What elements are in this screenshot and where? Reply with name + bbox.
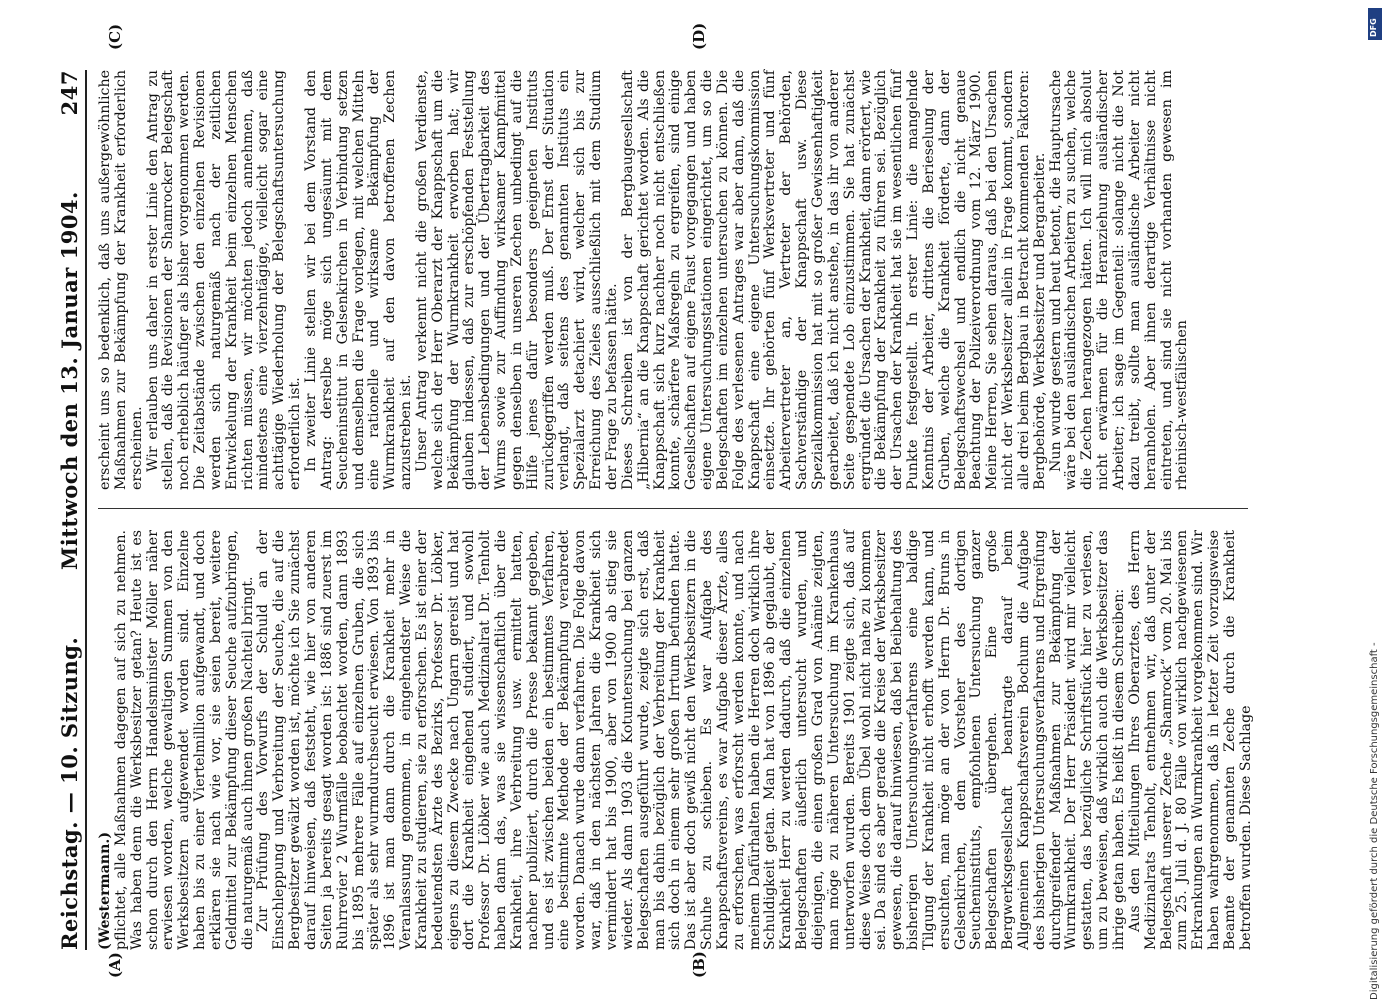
paragraph: Zur Prüfung des Vorwurfs der Schuld an der Einschleppung und Verbreitung der Seuche, die auf die Bergbesitzer gewälzt worden ist, möchte ich Sie zunächst darauf hinweisen, daß feststeht, wie hier von anderen Seiten ja bereits gesagt worden ist: 1886 sind zuerst im Ruhrrevier 2 Wurmfälle beobachtet worden, dann 1893 bis 1895 mehrere Fälle auf einzelnen Gruben, die sich später als sehr wurmdurchseucht erwiesen. Von 1893 bis 1896 ist man dann durch die Krankheit mehr in Veranlassung genommen, in eingehendster Weise die Krankheit zu studieren, sie zu erforschen. Es ist einer der bedeutendsten Ärzte des Bezirks, Professor Dr. Löbker, eigens zu diesem Zwecke nach Ungarn gereist und hat dort die Krankheit eingehend studiert, und sowohl Professor Dr. Löbker wie auch Medizinalrat Dr. Tenholt haben dann das, was sie wissenschaftlich über die Krankheit, ihre Verbreitung usw. ermittelt hatten, nachher publiziert, durch die Presse bekannt gegeben, und es ist zwischen beiden ein bestimmtes Verfahren, eine bestimmte Methode der Bekämpfung verabredet worden. Danach wurde dann verfahren. Die Folge davon war, daß in den nächsten Jahren die Krankheit sich vermindert hat bis 1900, aber von 1900 ab stieg sie wieder. Als dann 1903 die Kotuntersuchung bei ganzen Belegschaften ausgeführt wurde, zeigte sich erst, daß man bis dahin bezüglich der Verbreitung der Krankheit sich doch in einem sehr großen Irrtum befunden hatte. Das ist aber doch gewiß nicht den Werksbesitzern in die Schuhe zu schieben. Es war Aufgabe des Knappschaftsvereins, es war Aufgabe dieser Ärzte, alles zu erforschen, was erforscht werden konnte, und nach meinem Dafürhalten haben die Herren doch wirklich ihre Schuldigkeit getan. Man hat von 1896 ab geglaubt, der Krankheit Herr zu werden dadurch, daß die einzelnen Belegschaften äußerlich untersucht wurden, und diejenigen, die einen großen Grad von Anämie zeigten, man möge zu näheren Untersuchung im Krankenhaus unterworfen wurden. Bereits 1901 zeigte sich, daß auf diese Weise doch dem Übel wohl nicht nahe zu kommen sei. Da sind es aber gerade die Kreise der Werksbesitzer gewesen, die darauf hinwiesen, daß bei Beibehaltung des bisherigen Untersuchungsverfahrens eine baldige Tilgung der Krankheit nicht erhofft werden kann, und ersuchten, man möge an der von Herrn Dr. Bruns in Gelsenkirchen, dem Vorsteher des dortigen Seucheninstituts, empfohlenen Untersuchung ganzer Belegschaften übergehen. Eine große Bergwerksgesellschaft beantragte darauf beim Allgemeinen Knappschaftsverein Bochum die Aufgabe des bisherigen Untersuchungsverfahrens und Ergreifung durchgreifender Maßnahmen zur Bekämpfung der Wurmkrankheit. Der Herr Präsident wird mir vielleicht gestatten, das bezügliche Schriftstück hier zu verlesen, um zu beweisen, daß wirklich auch die Werksbesitzer das ihrige getan haben. Es heißt in diesem Schreiben:: [255, 530, 1127, 950]
margin-marker-c: (C): [106, 23, 124, 50]
left-column: [98, 530, 1255, 950]
header-date: Mittwoch den 13. Januar 1904.: [57, 191, 82, 570]
margin-marker-d: (D): [690, 22, 708, 50]
margin-marker-b: (B): [690, 951, 708, 978]
paragraph: pflichtet, alle Maßnahmen dagegen auf sich zu nehmen. Was haben denn die Werksbesitzer getan? Heute ist es schon durch den Herrn Handelsminister Möller näher erwiesen worden, welche gewaltigen Summen von den Werksbesitzern aufgewendet worden sind. Einzelne haben bis zu einer Viertelmillion aufgewandt, und doch erklären sie nach wie vor, sie seien bereit, weitere Geldmittel zur Bekämpfung dieser Seuche aufzubringen, die naturgemäß auch ihnen großen Nachteil bringt.: [112, 530, 256, 950]
column-divider: [98, 508, 1248, 509]
paragraph: Dieses Schreiben ist von der Bergbaugesellschaft „Hibernia“ an die Knappschaft gerichtet worden. Als die Knappschaft sich kurz nachher noch nicht entschließen konnte, schärfere Maßregeln zu ergreifen, sind einige Gesellschaften auf eigene Faust vorgegangen und haben eigene Untersuchungsstationen eingerichtet, um so die Belegschaften im einzelnen untersuchen zu können. Die Folge des verlesenen Antrages war aber dann, daß die Knappschaft eine eigene Untersuchungskommission einsetzte. Ihr gehörten fünf Werksvertreter und fünf Arbeitervertreter an, Vertreter der Behörden, Sachverständige der Knappschaft usw. Diese Spezialkommission hat mit so großer Gewissenhaftigkeit gearbeitet, daß ich nicht anstehe, in das ihr von anderer Seite gespendete Lob einzustimmen. Sie hat zunächst ergründet die Ursachen der Krankheit, dann erörtert, wie die Bekämpfung der Krankheit zu führen sei. Bezüglich der Ursachen der Krankheit hat sie im wesentlichen fünf Punkte festgestellt. In erster Linie: die mangelnde Kenntnis der Arbeiter, drittens die Berieselung der Gruben, welche die Krankheit förderte, dann der Belegschaftswechsel und endlich die nicht genaue Beachtung der Polizeiverordnung vom 12. März 1900. Meine Herren, Sie sehen daraus, daß bei den Ursachen nicht der Werksbesitzer allein in Frage kommt, sondern alle drei beim Bergbau in Betracht kommenden Faktoren: Bergbehörde, Werksbesitzer und Bergarbeiter.: [619, 70, 1048, 490]
margin-marker-a: (A): [106, 952, 124, 978]
paragraph: Nun wurde gestern und heut betont, die Hauptursache wäre bei den ausländischen Arbeitern zu suchen, welche die Zechen herangezogen hätten. Ich will mich absolut nicht erwärmen für die Heranziehung ausländischer Arbeiter; ich sage im Gegenteil: solange nicht die Not dazu treibt, sollte man ausländische Arbeiter nicht heranholen. Aber ihnen derartige Verhältnisse nicht eintreten, und sind sie nicht vorhanden gewesen im rheinisch-westfälischen: [1047, 70, 1191, 490]
paragraph: Aus den Mitteilungen Ihres Oberarztes, des Herrn Medizinalrats Tenholt, entnehmen wir, daß unter der Belegschaft unserer Zeche „Shamrock“ vom 20. Mai bis zum 25. Juli d. J. 80 Fälle von wirklich nachgewiesenen Erkrankungen an Wurmkrankheit vorgekommen sind. Wir haben wahrgenommen, daß in letzter Zeit vorzugsweise Beamte der genannten Zeche durch die Krankheit betroffen wurden. Diese Sachlage: [1126, 530, 1254, 950]
paragraph: erscheint uns so bedenklich, daß uns außergewöhnliche Maßnahmen zur Bekämpfung der Krankheit erforderlich erscheinen.: [97, 70, 145, 490]
page-number: 247: [57, 70, 82, 116]
dfg-badge-text: DFG: [1369, 18, 1378, 37]
header-left: Reichstag. — 10. Sitzung.: [57, 636, 82, 950]
paragraph: In zweiter Linie stellen wir bei dem Vorstand den Antrag: derselbe möge sich ungesäumt mit dem Seucheninstitut in Gelsenkirchen in Verbindung setzen und demselben die Frage vorlegen, mit welchen Mitteln eine rationelle und wirksame Bekämpfung der Wurmkrankheit auf den davon betroffenen Zechen anzustreben ist.: [302, 70, 415, 490]
paragraph: Wir erlauben uns daher in erster Linie den Antrag zu stellen, daß die Revisionen der Shamrocker Belegschaft noch erheblich häufiger als bisher vorgenommen werden. Die Zeitabstände zwischen den einzelnen Revisionen werden sich naturgemäß nach der zeitlichen Entwickelung der Krankheit beim einzelnen Menschen richten müssen, wir möchten jedoch annehmen, daß mindestens eine vierzehntägige, vielleicht sogar eine achttägige Wiederholung der Belegschaftsuntersuchung erforderlich ist.: [144, 70, 304, 490]
right-column: [98, 70, 1191, 490]
page-header: [55, 70, 87, 950]
digitization-credit: [1369, 10, 1383, 1000]
speaker-name: (Westermann.): [97, 831, 113, 950]
credit-text: Digitalisierung gefördert durch die Deutsche Forschungsgemeinschaft -: [1369, 642, 1380, 1000]
paragraph: Unser Antrag verkennt nicht die großen Verdienste, welche sich der Herr Oberarzt der Knappschaft um die Bekämpfung der Wurmkrankheit erworben hat; wir glauben indessen, daß zur erschöpfenden Feststellung der Lebensbedingungen und der Übertragbarkeit des Wurms sowie zur Auffindung wirksamer Kampfmittel gegen denselben in unseren Zechen unbedingt auf die Hilfe jenes dafür besonders geeigneten Instituts zurückgegriffen werden muß. Der Ernst der Situation verlangt, daß seitens des genannten Instituts ein Spezialarzt detachiert wird, welcher sich bis zur Erreichung des Zieles ausschließlich mit dem Studium der Frage zu befassen hätte.: [413, 70, 620, 490]
